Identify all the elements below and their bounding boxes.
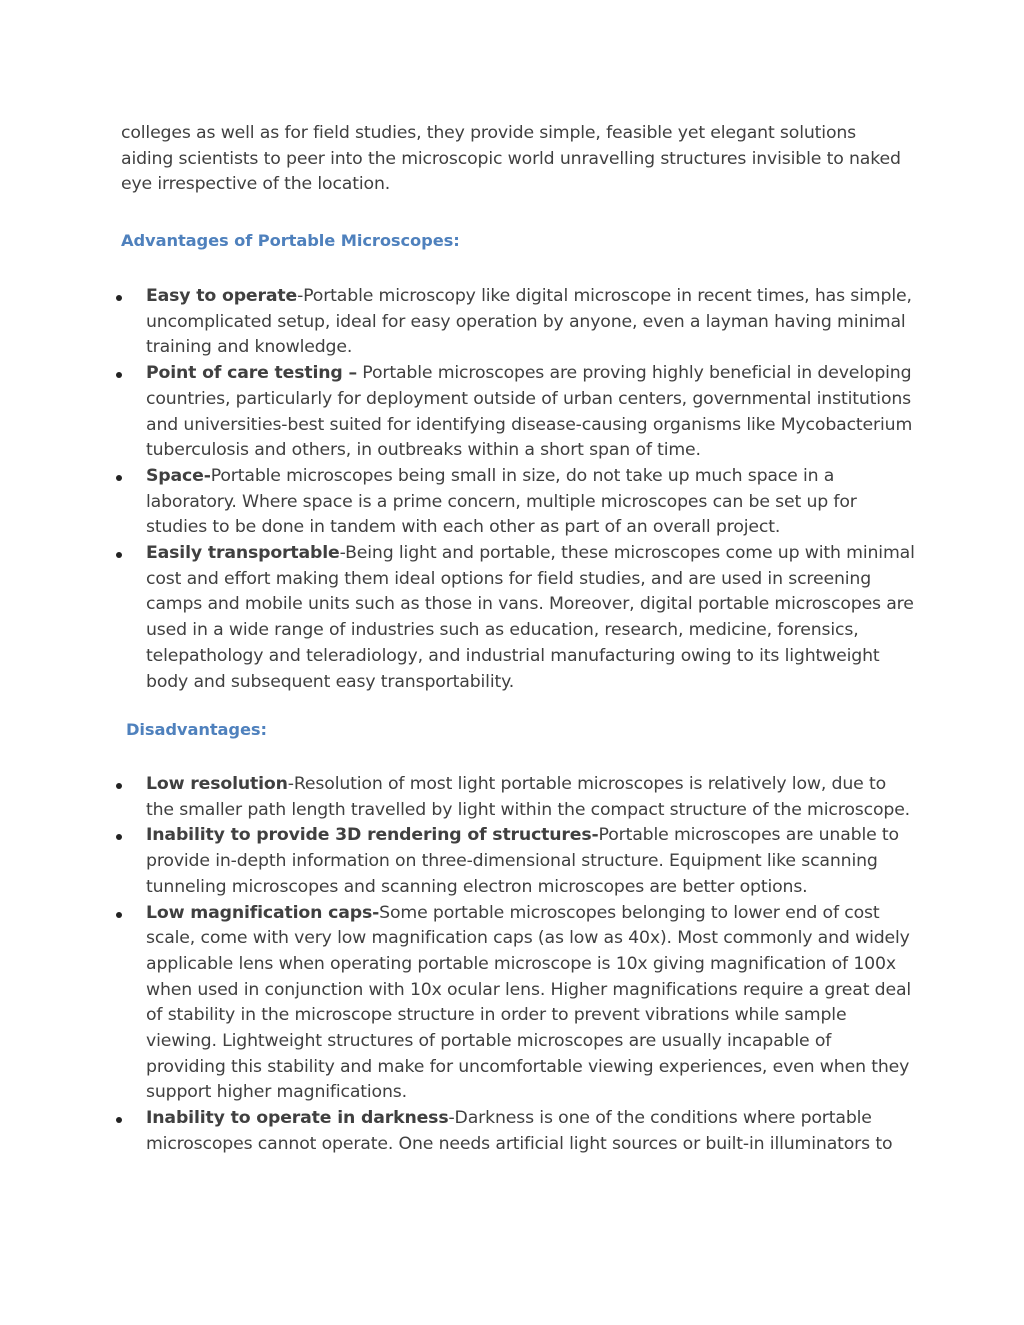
- item-term: Low resolution: [146, 774, 288, 794]
- item-text: -Resolution of most light portable microscopes is relatively low, due to the smaller path length travelled by light within the compact structure of the microscope.: [146, 774, 911, 820]
- item-text: Some portable microscopes belonging to lower end of cost scale, come with very low magnification caps (as low as 40x). Most commonly and widely applicable lens when operating portable microscope is 10x giving magnification of 100x when used in conjunction with 10x ocular lens. Higher magnifications require a great deal of stability in the microscope structure in order to prevent vibrations while sample viewing. Lightweight structures of portable microscopes are usually incapable of providing this stability and make for uncomfortable viewing experiences, even when they support higher magnifications.: [146, 902, 912, 1103]
- advantages-list: [146, 284, 916, 695]
- disadvantages-list: [146, 772, 916, 1158]
- item-text: Portable microscopes are unable to provide in-depth information on three-dimensional structure. Equipment like scanning tunneling microscopes and scanning electron microscopes are better options.: [146, 825, 899, 897]
- list-item: [146, 464, 916, 541]
- list-item: [146, 284, 916, 361]
- advantages-heading: Advantages of Portable Microscopes:: [121, 231, 460, 250]
- bullet-icon: [116, 372, 122, 378]
- disadvantages-heading: Disadvantages:: [126, 720, 267, 739]
- item-term: Easy to operate: [146, 286, 298, 306]
- item-text: -Being light and portable, these microscopes come up with minimal cost and effort making them ideal options for field studies, and are used in screening camps and mobile units such as those in vans. Moreover, digital portable microscopes are used in a wide range of industries such as education, research, medicine, forensics, telepathology and teleradiology, and industrial manufacturing owing to its lightweight body and subsequent easy transportability.: [146, 543, 915, 692]
- bullet-icon: [116, 295, 122, 301]
- list-item: [146, 901, 916, 1107]
- bullet-icon: [116, 552, 122, 558]
- bullet-icon: [116, 834, 122, 840]
- item-term: Inability to operate in darkness: [146, 1108, 449, 1129]
- intro-paragraph: colleges as well as for field studies, they provide simple, feasible yet elegant solutions aiding scientists to peer into the microscopic world unravelling structures invisible to naked eye irrespective of the location.: [121, 123, 901, 195]
- item-text: -Portable microscopy like digital microscope in recent times, has simple, uncomplicated setup, ideal for easy operation by anyone, even a layman having minimal training and knowledge.: [146, 286, 912, 358]
- item-text: Portable microscopes are proving highly beneficial in developing countries, particularly for deployment outside of urban centers, governmental institutions and universities-best suited for identifying disease-causing organisms like Mycobacterium tuberculosis and others, in outbreaks within a short span of time.: [146, 363, 913, 461]
- list-item: [146, 541, 916, 695]
- list-item: [146, 772, 916, 823]
- list-item: [146, 361, 916, 464]
- item-term: Easily transportable: [146, 543, 340, 564]
- item-text: -Darkness is one of the conditions where portable microscopes cannot operate. One needs artificial light sources or built-in illuminators to: [146, 1108, 893, 1154]
- item-term: Point of care testing –: [146, 363, 357, 384]
- item-term: Space-: [146, 465, 211, 486]
- item-text: Portable microscopes being small in size, do not take up much space in a laboratory. Where space is a prime concern, multiple microscopes can be set up for studies to be done in tandem with each other as part of an overall project.: [146, 465, 857, 538]
- bullet-icon: [116, 1117, 122, 1123]
- item-term: Low magnification caps-: [146, 902, 380, 923]
- bullet-icon: [116, 912, 122, 918]
- list-item: [146, 1106, 916, 1157]
- bullet-icon: [116, 783, 122, 789]
- item-term: Inability to provide 3D rendering of structures-: [146, 825, 599, 846]
- bullet-icon: [116, 475, 122, 481]
- list-item: [146, 823, 916, 900]
